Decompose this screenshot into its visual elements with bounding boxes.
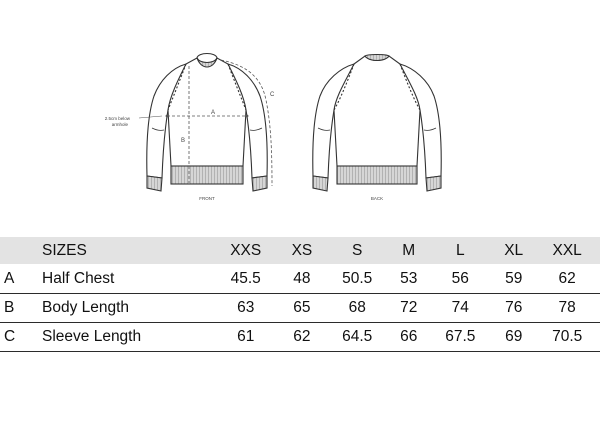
row-label: Sleeve Length	[42, 323, 212, 352]
value-cell: 69	[493, 323, 534, 352]
row-sleeve-length	[0, 323, 600, 352]
value-cell: 72	[390, 294, 428, 323]
value-cell: 56	[428, 264, 494, 294]
value-cell: 63	[212, 294, 279, 323]
row-letter: A	[0, 264, 42, 294]
value-cell: 70.5	[534, 323, 600, 352]
value-cell: 50.5	[324, 264, 390, 294]
size-header-m: M	[390, 237, 428, 264]
size-chart-table	[0, 237, 600, 352]
row-body-length	[0, 294, 600, 323]
armhole-note-line2: armhole	[111, 122, 128, 127]
sweatshirt-front	[147, 54, 267, 192]
value-cell: 66	[390, 323, 428, 352]
size-header-xxs: XXS	[212, 237, 279, 264]
value-cell: 53	[390, 264, 428, 294]
sweatshirt-back	[313, 55, 441, 192]
marker-a: A	[210, 110, 216, 116]
value-cell: 67.5	[428, 323, 494, 352]
table-header-row	[0, 237, 600, 264]
size-header-l: L	[428, 237, 494, 264]
header-blank-cell	[0, 237, 42, 264]
size-header-xs: XS	[279, 237, 324, 264]
size-header-xxl: XXL	[534, 237, 600, 264]
value-cell: 62	[534, 264, 600, 294]
garment-diagram	[0, 0, 600, 215]
value-cell: 45.5	[212, 264, 279, 294]
marker-c: C	[270, 92, 275, 98]
value-cell: 48	[279, 264, 324, 294]
row-label: Half Chest	[42, 264, 212, 294]
marker-b: B	[180, 138, 185, 144]
armhole-note-line1: 2.5cm below	[104, 116, 130, 121]
row-letter: B	[0, 294, 42, 323]
value-cell: 68	[324, 294, 390, 323]
value-cell: 61	[212, 323, 279, 352]
front-caption: FRONT	[199, 196, 215, 201]
row-label: Body Length	[42, 294, 212, 323]
row-letter: C	[0, 323, 42, 352]
value-cell: 76	[493, 294, 534, 323]
size-header-xl: XL	[493, 237, 534, 264]
row-half-chest	[0, 264, 600, 294]
value-cell: 62	[279, 323, 324, 352]
value-cell: 65	[279, 294, 324, 323]
sizes-header: SIZES	[42, 237, 212, 264]
value-cell: 64.5	[324, 323, 390, 352]
value-cell: 74	[428, 294, 494, 323]
value-cell: 59	[493, 264, 534, 294]
size-header-s: S	[324, 237, 390, 264]
back-caption: BACK	[370, 196, 384, 201]
value-cell: 78	[534, 294, 600, 323]
